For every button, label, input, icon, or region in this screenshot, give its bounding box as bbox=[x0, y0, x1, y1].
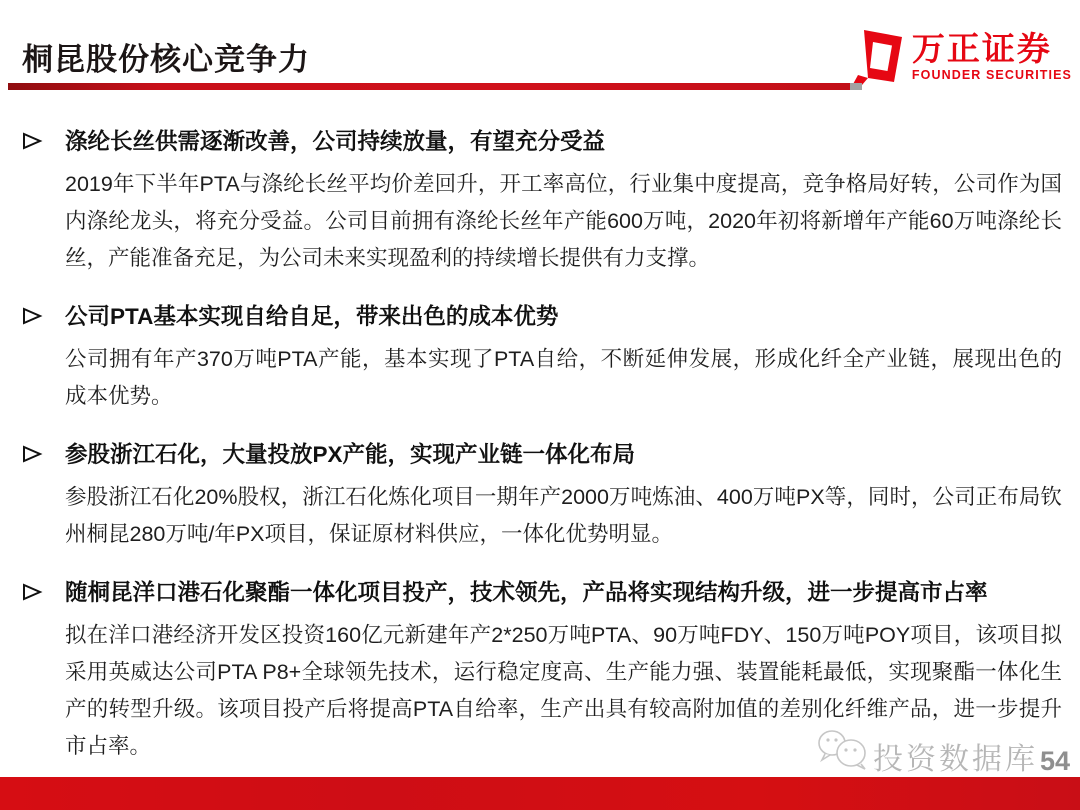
slide-body bbox=[65, 102, 1062, 765]
bottom-accent-bar bbox=[0, 777, 1080, 810]
brand-name-en: FOUNDER SECURITIES bbox=[911, 68, 1072, 83]
brand-name-cn: 万正证券 bbox=[911, 29, 1052, 67]
brand-logo-text bbox=[911, 29, 1072, 83]
bullet-heading: 公司PTA基本实现自给自足，带来出色的成本优势 bbox=[65, 304, 559, 329]
bullet-heading: 参股浙江石化，大量投放PX产能，实现产业链一体化布局 bbox=[65, 442, 636, 467]
watermark bbox=[817, 728, 1070, 775]
bullet-item-2-heading-row bbox=[65, 301, 1062, 333]
wechat-chat-bubbles-icon bbox=[817, 728, 867, 775]
bullet-item-1-heading-row bbox=[65, 126, 1062, 158]
brand-logo bbox=[848, 28, 1072, 86]
bullet-paragraph: 拟在洋口港经济开发区投资160亿元新建年产2*250万吨PTA、90万吨FDY、150万吨POY项目，该项目拟采用英威达公司PTA P8+全球领先技术，运行稳定度高、生产能力强、装置能耗最低，实现聚酯一体化生产的转型升级。该项目投产后将提高PTA自给率，生产出具有较高附加值的差别化纤维产品，进一步提升市占率。 bbox=[65, 623, 1062, 758]
arrow-bullet-icon bbox=[23, 444, 43, 464]
page-title: 桐昆股份核心竞争力 bbox=[22, 42, 310, 77]
arrow-bullet-icon bbox=[23, 131, 43, 151]
bullet-item-4-heading-row bbox=[65, 577, 1062, 609]
bullet-heading: 随桐昆洋口港石化聚酯一体化项目投产，技术领先，产品将实现结构升级，进一步提高市占率 bbox=[65, 580, 988, 605]
bullet-paragraph: 公司拥有年产370万吨PTA产能，基本实现了PTA自给，不断延伸发展，形成化纤全产业链，展现出色的成本优势。 bbox=[65, 347, 1062, 408]
bullet-item-3-heading-row bbox=[65, 439, 1062, 471]
page-number: 54 bbox=[1039, 746, 1070, 776]
arrow-bullet-icon bbox=[23, 582, 43, 602]
slide-header bbox=[0, 0, 1080, 110]
watermark-text: 投资数据库 bbox=[872, 743, 1038, 776]
header-divider bbox=[8, 83, 850, 90]
bullet-paragraph: 参股浙江石化20%股权，浙江石化炼化项目一期年产2000万吨炼油、400万吨PX等，同时，公司正布局钦州桐昆280万吨/年PX项目，保证原材料供应，一体化优势明显。 bbox=[65, 485, 1062, 546]
founder-square-mark-icon bbox=[848, 28, 904, 86]
header-divider-end-cap bbox=[850, 83, 862, 90]
bullet-heading: 涤纶长丝供需逐渐改善，公司持续放量，有望充分受益 bbox=[65, 129, 606, 154]
arrow-bullet-icon bbox=[23, 306, 43, 326]
bullet-paragraph: 2019年下半年PTA与涤纶长丝平均价差回升，开工率高位，行业集中度提高，竞争格局好转，公司作为国内涤纶龙头，将充分受益。公司目前拥有涤纶长丝年产能600万吨，2020年初将新增年产能60万吨涤纶长丝，产能准备充足，为公司未来实现盈利的持续增长提供有力支撑。 bbox=[65, 172, 1062, 270]
